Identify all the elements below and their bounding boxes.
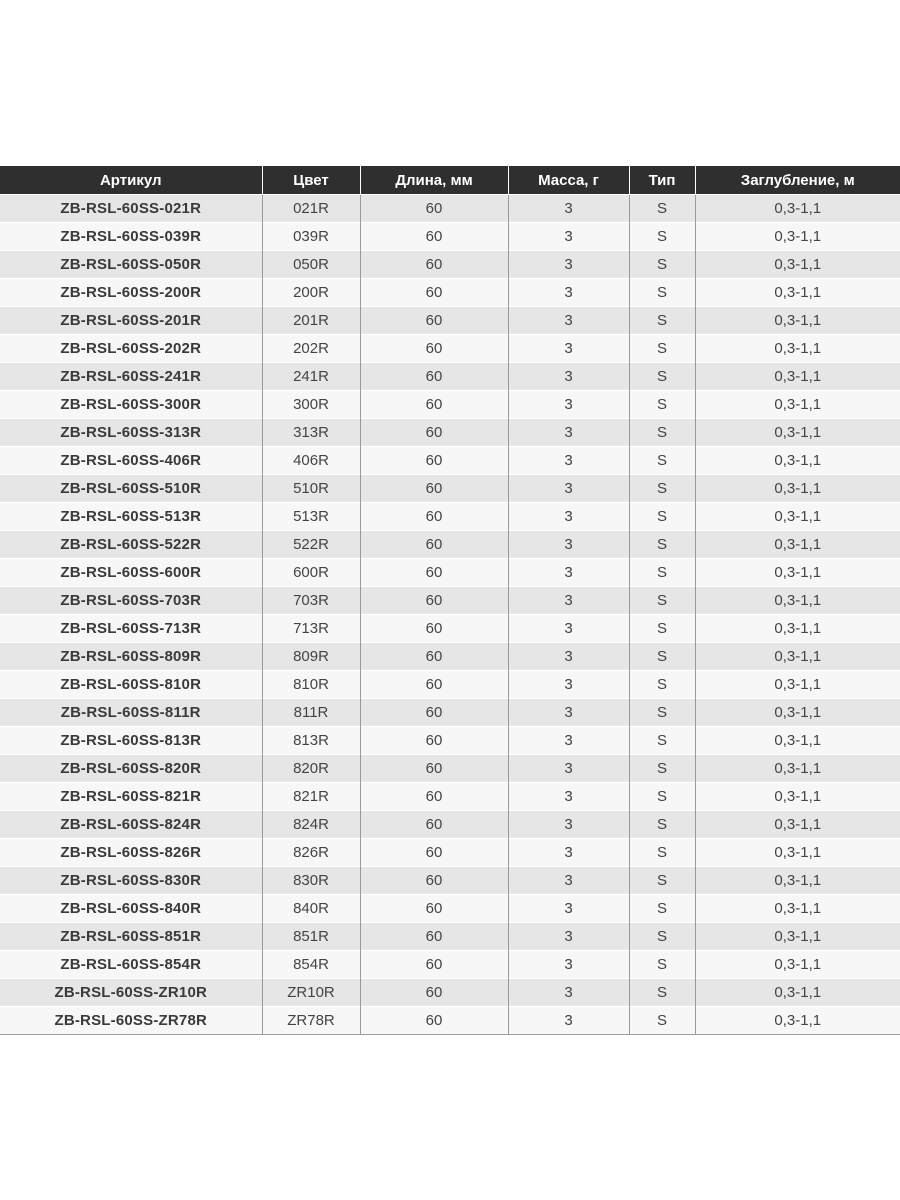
- cell-article: ZB-RSL-60SS-201R: [0, 307, 262, 335]
- cell-length: 60: [360, 923, 508, 951]
- cell-color: 811R: [262, 699, 360, 727]
- cell-article: ZB-RSL-60SS-406R: [0, 447, 262, 475]
- cell-color: 021R: [262, 195, 360, 223]
- cell-depth: 0,3-1,1: [695, 727, 900, 755]
- cell-type: S: [629, 979, 695, 1007]
- cell-length: 60: [360, 755, 508, 783]
- cell-weight: 3: [508, 335, 629, 363]
- cell-length: 60: [360, 1007, 508, 1035]
- cell-length: 60: [360, 867, 508, 895]
- cell-article: ZB-RSL-60SS-854R: [0, 951, 262, 979]
- cell-type: S: [629, 335, 695, 363]
- table-header: [0, 166, 900, 195]
- cell-length: 60: [360, 783, 508, 811]
- table-row: [0, 727, 900, 755]
- cell-type: S: [629, 475, 695, 503]
- header-length: Длина, мм: [360, 166, 508, 195]
- cell-length: 60: [360, 223, 508, 251]
- cell-color: 513R: [262, 503, 360, 531]
- cell-article: ZB-RSL-60SS-813R: [0, 727, 262, 755]
- cell-depth: 0,3-1,1: [695, 391, 900, 419]
- cell-color: 241R: [262, 363, 360, 391]
- cell-length: 60: [360, 699, 508, 727]
- cell-color: 840R: [262, 895, 360, 923]
- cell-depth: 0,3-1,1: [695, 195, 900, 223]
- cell-color: ZR78R: [262, 1007, 360, 1035]
- cell-type: S: [629, 643, 695, 671]
- product-spec-table-container: [0, 166, 900, 1035]
- table-row: [0, 419, 900, 447]
- cell-type: S: [629, 867, 695, 895]
- cell-article: ZB-RSL-60SS-313R: [0, 419, 262, 447]
- cell-weight: 3: [508, 783, 629, 811]
- cell-type: S: [629, 1007, 695, 1035]
- cell-color: 824R: [262, 811, 360, 839]
- cell-weight: 3: [508, 503, 629, 531]
- cell-length: 60: [360, 307, 508, 335]
- cell-color: 201R: [262, 307, 360, 335]
- cell-color: 820R: [262, 755, 360, 783]
- table-body: [0, 195, 900, 1035]
- cell-weight: 3: [508, 391, 629, 419]
- table-row: [0, 979, 900, 1007]
- cell-type: S: [629, 447, 695, 475]
- table-row: [0, 671, 900, 699]
- cell-weight: 3: [508, 531, 629, 559]
- cell-depth: 0,3-1,1: [695, 223, 900, 251]
- cell-length: 60: [360, 335, 508, 363]
- cell-depth: 0,3-1,1: [695, 531, 900, 559]
- cell-article: ZB-RSL-60SS-021R: [0, 195, 262, 223]
- cell-type: S: [629, 223, 695, 251]
- cell-color: 826R: [262, 839, 360, 867]
- cell-color: 202R: [262, 335, 360, 363]
- header-row: [0, 166, 900, 195]
- cell-length: 60: [360, 615, 508, 643]
- cell-depth: 0,3-1,1: [695, 447, 900, 475]
- cell-color: 809R: [262, 643, 360, 671]
- table-row: [0, 643, 900, 671]
- cell-color: 810R: [262, 671, 360, 699]
- header-article: Артикул: [0, 166, 262, 195]
- cell-article: ZB-RSL-60SS-513R: [0, 503, 262, 531]
- cell-length: 60: [360, 839, 508, 867]
- cell-article: ZB-RSL-60SS-300R: [0, 391, 262, 419]
- cell-article: ZB-RSL-60SS-ZR10R: [0, 979, 262, 1007]
- table-row: [0, 699, 900, 727]
- header-weight: Масса, г: [508, 166, 629, 195]
- cell-type: S: [629, 923, 695, 951]
- cell-article: ZB-RSL-60SS-821R: [0, 783, 262, 811]
- table-row: [0, 951, 900, 979]
- cell-type: S: [629, 195, 695, 223]
- cell-weight: 3: [508, 195, 629, 223]
- cell-type: S: [629, 811, 695, 839]
- cell-weight: 3: [508, 447, 629, 475]
- table-row: [0, 223, 900, 251]
- cell-color: 713R: [262, 615, 360, 643]
- cell-length: 60: [360, 979, 508, 1007]
- cell-length: 60: [360, 559, 508, 587]
- cell-depth: 0,3-1,1: [695, 251, 900, 279]
- cell-depth: 0,3-1,1: [695, 979, 900, 1007]
- cell-article: ZB-RSL-60SS-703R: [0, 587, 262, 615]
- cell-color: 510R: [262, 475, 360, 503]
- cell-weight: 3: [508, 279, 629, 307]
- cell-length: 60: [360, 671, 508, 699]
- cell-type: S: [629, 419, 695, 447]
- cell-depth: 0,3-1,1: [695, 895, 900, 923]
- cell-depth: 0,3-1,1: [695, 699, 900, 727]
- cell-length: 60: [360, 951, 508, 979]
- cell-article: ZB-RSL-60SS-830R: [0, 867, 262, 895]
- cell-type: S: [629, 699, 695, 727]
- cell-length: 60: [360, 391, 508, 419]
- cell-weight: 3: [508, 923, 629, 951]
- cell-type: S: [629, 755, 695, 783]
- table-row: [0, 447, 900, 475]
- cell-length: 60: [360, 531, 508, 559]
- cell-weight: 3: [508, 307, 629, 335]
- cell-weight: 3: [508, 223, 629, 251]
- cell-depth: 0,3-1,1: [695, 503, 900, 531]
- cell-article: ZB-RSL-60SS-811R: [0, 699, 262, 727]
- cell-weight: 3: [508, 699, 629, 727]
- cell-weight: 3: [508, 1007, 629, 1035]
- cell-length: 60: [360, 195, 508, 223]
- table-row: [0, 531, 900, 559]
- table-row: [0, 195, 900, 223]
- cell-color: 406R: [262, 447, 360, 475]
- table-row: [0, 839, 900, 867]
- table-row: [0, 363, 900, 391]
- table-row: [0, 559, 900, 587]
- cell-type: S: [629, 363, 695, 391]
- cell-depth: 0,3-1,1: [695, 363, 900, 391]
- cell-weight: 3: [508, 475, 629, 503]
- cell-length: 60: [360, 279, 508, 307]
- cell-article: ZB-RSL-60SS-600R: [0, 559, 262, 587]
- table-row: [0, 1007, 900, 1035]
- cell-type: S: [629, 307, 695, 335]
- cell-type: S: [629, 251, 695, 279]
- cell-length: 60: [360, 419, 508, 447]
- cell-weight: 3: [508, 811, 629, 839]
- cell-weight: 3: [508, 559, 629, 587]
- cell-length: 60: [360, 251, 508, 279]
- table-row: [0, 475, 900, 503]
- cell-color: 039R: [262, 223, 360, 251]
- cell-color: ZR10R: [262, 979, 360, 1007]
- cell-type: S: [629, 671, 695, 699]
- cell-type: S: [629, 587, 695, 615]
- cell-length: 60: [360, 811, 508, 839]
- cell-depth: 0,3-1,1: [695, 839, 900, 867]
- cell-article: ZB-RSL-60SS-202R: [0, 335, 262, 363]
- cell-article: ZB-RSL-60SS-820R: [0, 755, 262, 783]
- cell-depth: 0,3-1,1: [695, 867, 900, 895]
- cell-color: 300R: [262, 391, 360, 419]
- cell-depth: 0,3-1,1: [695, 1007, 900, 1035]
- cell-article: ZB-RSL-60SS-039R: [0, 223, 262, 251]
- cell-depth: 0,3-1,1: [695, 475, 900, 503]
- cell-color: 851R: [262, 923, 360, 951]
- cell-color: 313R: [262, 419, 360, 447]
- cell-article: ZB-RSL-60SS-200R: [0, 279, 262, 307]
- cell-type: S: [629, 783, 695, 811]
- header-depth: Заглубление, м: [695, 166, 900, 195]
- table-row: [0, 867, 900, 895]
- cell-type: S: [629, 279, 695, 307]
- cell-depth: 0,3-1,1: [695, 671, 900, 699]
- cell-weight: 3: [508, 867, 629, 895]
- table-row: [0, 895, 900, 923]
- cell-weight: 3: [508, 251, 629, 279]
- cell-color: 821R: [262, 783, 360, 811]
- cell-color: 830R: [262, 867, 360, 895]
- table-row: [0, 335, 900, 363]
- cell-length: 60: [360, 447, 508, 475]
- cell-depth: 0,3-1,1: [695, 951, 900, 979]
- table-row: [0, 391, 900, 419]
- cell-depth: 0,3-1,1: [695, 335, 900, 363]
- cell-depth: 0,3-1,1: [695, 559, 900, 587]
- cell-weight: 3: [508, 951, 629, 979]
- cell-depth: 0,3-1,1: [695, 307, 900, 335]
- cell-type: S: [629, 559, 695, 587]
- cell-color: 200R: [262, 279, 360, 307]
- cell-article: ZB-RSL-60SS-824R: [0, 811, 262, 839]
- cell-type: S: [629, 531, 695, 559]
- cell-type: S: [629, 895, 695, 923]
- table-row: [0, 587, 900, 615]
- cell-color: 854R: [262, 951, 360, 979]
- cell-length: 60: [360, 363, 508, 391]
- table-row: [0, 783, 900, 811]
- product-spec-table: [0, 166, 900, 1034]
- table-row: [0, 279, 900, 307]
- table-row: [0, 251, 900, 279]
- cell-weight: 3: [508, 363, 629, 391]
- cell-type: S: [629, 615, 695, 643]
- cell-depth: 0,3-1,1: [695, 755, 900, 783]
- cell-article: ZB-RSL-60SS-050R: [0, 251, 262, 279]
- cell-weight: 3: [508, 839, 629, 867]
- cell-type: S: [629, 839, 695, 867]
- cell-length: 60: [360, 895, 508, 923]
- table-row: [0, 923, 900, 951]
- cell-article: ZB-RSL-60SS-713R: [0, 615, 262, 643]
- cell-type: S: [629, 391, 695, 419]
- cell-color: 600R: [262, 559, 360, 587]
- cell-article: ZB-RSL-60SS-826R: [0, 839, 262, 867]
- cell-color: 522R: [262, 531, 360, 559]
- cell-color: 050R: [262, 251, 360, 279]
- cell-weight: 3: [508, 643, 629, 671]
- cell-weight: 3: [508, 419, 629, 447]
- table-row: [0, 811, 900, 839]
- cell-weight: 3: [508, 587, 629, 615]
- cell-color: 813R: [262, 727, 360, 755]
- cell-article: ZB-RSL-60SS-851R: [0, 923, 262, 951]
- cell-type: S: [629, 503, 695, 531]
- cell-weight: 3: [508, 671, 629, 699]
- cell-weight: 3: [508, 727, 629, 755]
- cell-length: 60: [360, 587, 508, 615]
- table-row: [0, 755, 900, 783]
- cell-weight: 3: [508, 615, 629, 643]
- cell-depth: 0,3-1,1: [695, 615, 900, 643]
- cell-length: 60: [360, 503, 508, 531]
- cell-article: ZB-RSL-60SS-809R: [0, 643, 262, 671]
- cell-length: 60: [360, 727, 508, 755]
- cell-depth: 0,3-1,1: [695, 811, 900, 839]
- cell-depth: 0,3-1,1: [695, 783, 900, 811]
- cell-article: ZB-RSL-60SS-810R: [0, 671, 262, 699]
- cell-depth: 0,3-1,1: [695, 279, 900, 307]
- cell-weight: 3: [508, 979, 629, 1007]
- cell-length: 60: [360, 475, 508, 503]
- cell-article: ZB-RSL-60SS-241R: [0, 363, 262, 391]
- cell-article: ZB-RSL-60SS-ZR78R: [0, 1007, 262, 1035]
- cell-color: 703R: [262, 587, 360, 615]
- table-row: [0, 615, 900, 643]
- cell-type: S: [629, 727, 695, 755]
- cell-type: S: [629, 951, 695, 979]
- cell-weight: 3: [508, 895, 629, 923]
- cell-depth: 0,3-1,1: [695, 923, 900, 951]
- table-row: [0, 307, 900, 335]
- table-row: [0, 503, 900, 531]
- header-color: Цвет: [262, 166, 360, 195]
- cell-depth: 0,3-1,1: [695, 643, 900, 671]
- cell-weight: 3: [508, 755, 629, 783]
- cell-article: ZB-RSL-60SS-840R: [0, 895, 262, 923]
- cell-depth: 0,3-1,1: [695, 419, 900, 447]
- cell-article: ZB-RSL-60SS-522R: [0, 531, 262, 559]
- cell-length: 60: [360, 643, 508, 671]
- cell-article: ZB-RSL-60SS-510R: [0, 475, 262, 503]
- cell-depth: 0,3-1,1: [695, 587, 900, 615]
- header-type: Тип: [629, 166, 695, 195]
